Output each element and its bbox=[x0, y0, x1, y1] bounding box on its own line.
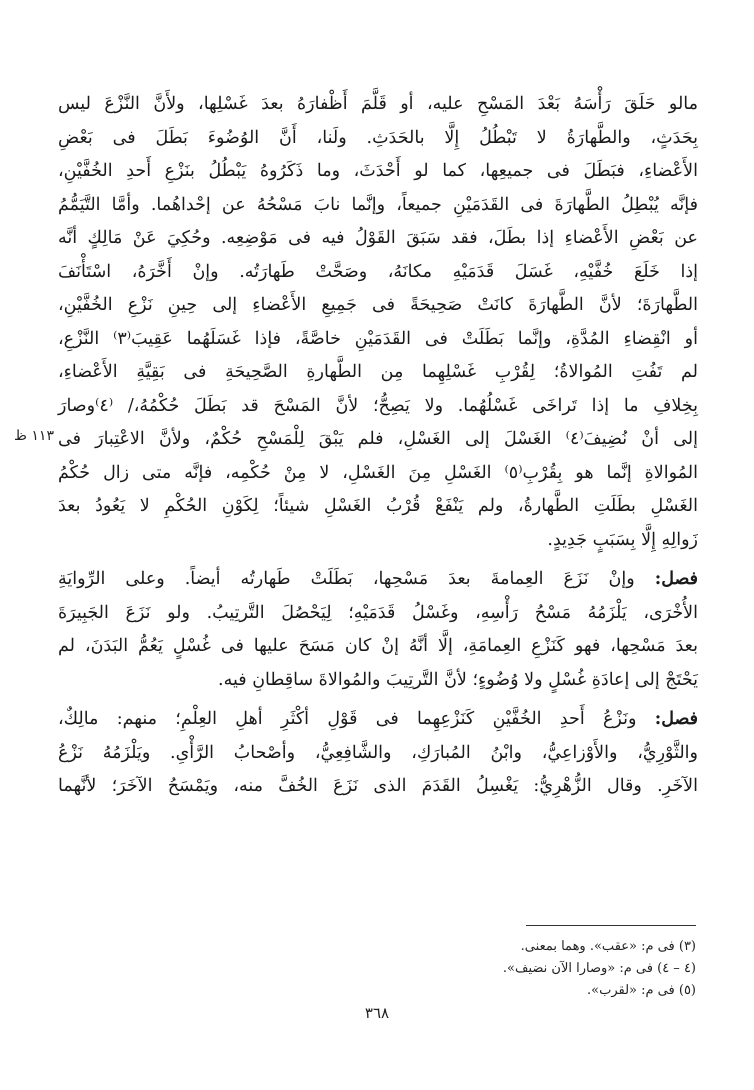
page-number: ٣٦٨ bbox=[364, 1004, 390, 1022]
text-line bbox=[58, 703, 698, 737]
text-line bbox=[58, 563, 698, 597]
text-line-content: وإنْ نَزَعَ العِمامةَ بعدَ مَسْحِها، بَطَلَتْ طَهارتُه أيضاً. وعلى الرِّوايَةِ bbox=[58, 569, 635, 589]
text-line: عن بَعْضِ الأَعْضاءِ إذا بطَلَ، فقد سَبَقَ القَوْلُ فيه فى مَوْضِعِه. وحُكِيَ عَنْ مَالِكٍ أنَّه bbox=[58, 228, 698, 248]
footnote: (٤ – ٤) فى م: «وصارا الآن نضيف». bbox=[502, 961, 696, 976]
text-line: بِخِلافِ ما إذا تَراخَى غَسْلُهُما. ولا يَصِحُّ؛ لأنَّ المَسْحَ قد بَطَلَ حُكْمُهُ،/ ⁽٤⁾وصارَ bbox=[58, 395, 698, 416]
text-line: زَوالِهِ إِلَّا بِسَبَبٍ جَدِيدٍ. bbox=[547, 529, 698, 550]
text-line: لم تَفُتِ المُوالاةُ؛ لِقُرْبِ غَسْلِهِما مِن الطَّهارةِ الصَّحِيحَةِ فى بَقِيَّةِ الأَعْضاءِ، bbox=[58, 362, 698, 382]
section-label: فصل: bbox=[654, 709, 698, 729]
footnotes bbox=[196, 936, 696, 1002]
manuscript-folio-note: ١١٣ ظ bbox=[14, 428, 54, 444]
paragraph-1 bbox=[58, 88, 698, 557]
footnote-separator bbox=[526, 925, 696, 926]
text-line: والثَّوْرِيُّ، والأَوْزاعِيُّ، وابْنُ المُبارَكِ، والشَّافِعِيُّ، وأصْحابُ الرَّأْىِ. ويَلْزَمُهُ نَزْعُ bbox=[58, 742, 698, 763]
text-line: الأَعْضاءِ، فبَطَلَ فى جميعِها، كما لو أَحْدَثَ، وما ذَكَرُوهُ يَبْطُلُ بنَزْعِ أَحدِ الخُفَّيْنِ، bbox=[58, 161, 698, 181]
text-line-content: ونَزْعُ أَحدِ الخُفَّيْنِ كَنَزْعِهِما فى قَوْلِ أكْثَرِ أهلِ العِلْمِ؛ منهم: مالِكٌ، bbox=[58, 709, 637, 729]
text-line: أو انْقِضاءِ المُدَّةِ، وإنَّما بَطَلَتْ فى القَدَمَيْنِ خاصَّةً، فإذا غَسَلَهُما عَقِيبَ⁽٣⁾ النَّزْعِ، bbox=[58, 328, 698, 349]
text-line: المُوالاةِ إنَّما هو بِقُرْبِ⁽٥⁾ الغَسْلِ مِنَ الغَسْلِ، لا مِنْ حُكْمِه، فإنَّه متى زال حُكْمُ bbox=[58, 462, 698, 483]
text-line: إذا خَلَعَ خُفَّيْهِ، غَسَلَ قَدَمَيْهِ مكانَهُ، وصَحَّتْ طَهارَتُه. وإنْ أَخَّرَهُ، اسْتَأْنَفَ bbox=[58, 261, 698, 282]
section-label: فصل: bbox=[654, 569, 698, 589]
footnote: (٣) فى م: «عقب». وهما بمعنى. bbox=[520, 939, 696, 954]
paragraph-2 bbox=[58, 563, 698, 697]
text-line: الأُخْرَى، يَلْزَمُهُ مَسْحُ رَأْسِهِ، وغَسْلُ قَدَمَيْهِ؛ لِيَحْصُلَ التَّرتِيبُ. ولو نَزَعَ الجَبِيرَةَ bbox=[58, 602, 698, 623]
footnote: (٥) فى م: «لقرب». bbox=[587, 983, 696, 998]
main-text bbox=[58, 88, 698, 804]
text-line: الطَّهارَةَ؛ لأنَّ الطَّهارَةَ كانَتْ صَحِيحَةً فى جَمِيعِ الأَعْضاءِ إلى حِينِ نَزْعِ الخُفَّيْنِ، bbox=[58, 295, 698, 315]
paragraph-3 bbox=[58, 703, 698, 804]
text-line: بِحَدَثٍ، والطَّهارَةُ لا تَبْطُلُ إِلَّا بالحَدَثِ. ولَنا، أَنَّ الوُضُوءَ بَطَلَ فى بَعْضِ bbox=[58, 127, 698, 148]
text-line: الآخَرِ. وقال الزُّهْرِيُّ: يَغْسِلُ القَدَمَ الذى نَزَعَ الخُفَّ منه، ويَمْسَحُ الآخَرَ؛ لأنَّهما bbox=[58, 776, 698, 796]
text-line: بعدَ مَسْحِها، فهو كَنَزْعِ العِمامَةِ، إلَّا أنَّهُ إنْ كان مَسَحَ عليها فى غُسْلٍ يَعُمُّ البَدَنَ، لم bbox=[58, 636, 698, 656]
text-line: مالو حَلَقَ رَأْسَهُ بَعْدَ المَسْحِ عليه، أو قَلَّمَ أَظْفارَهُ بعدَ غَسْلِها، ولأَنَّ النَّزْعَ ليس bbox=[58, 94, 698, 114]
text-line: فإنَّه يُبْطِلُ الطَّهارَةَ فى القَدَمَيْنِ جميعاً، وإنَّما نابَ مَسْحُهُ عن إحْداهُما. وأمَّا التَّيَمُّمُ bbox=[58, 194, 698, 215]
text-line: إلى أنْ نُضِيفَ⁽٤⁾ الغَسْلَ إلى الغَسْلِ، فلم يَبْقَ لِلْمَسْحِ حُكْمٌ، ولأنَّ الاعْتِبارَ فى bbox=[58, 429, 698, 449]
text-line: الغَسْلِ بطَلَتِ الطَّهارةُ، ولم يَنْفَعْ قُرْبُ الغَسْلِ شيئاً؛ لِكَوْنِ الحُكْمِ لا يَعُودُ بعدَ bbox=[58, 496, 698, 516]
text-line: يَحْتَجْ إلى إعادَةِ غُسْلٍ ولا وُضُوءٍ؛ لأنَّ التَّرتِيبَ والمُوالاةَ ساقِطانِ فيه. bbox=[218, 669, 698, 690]
